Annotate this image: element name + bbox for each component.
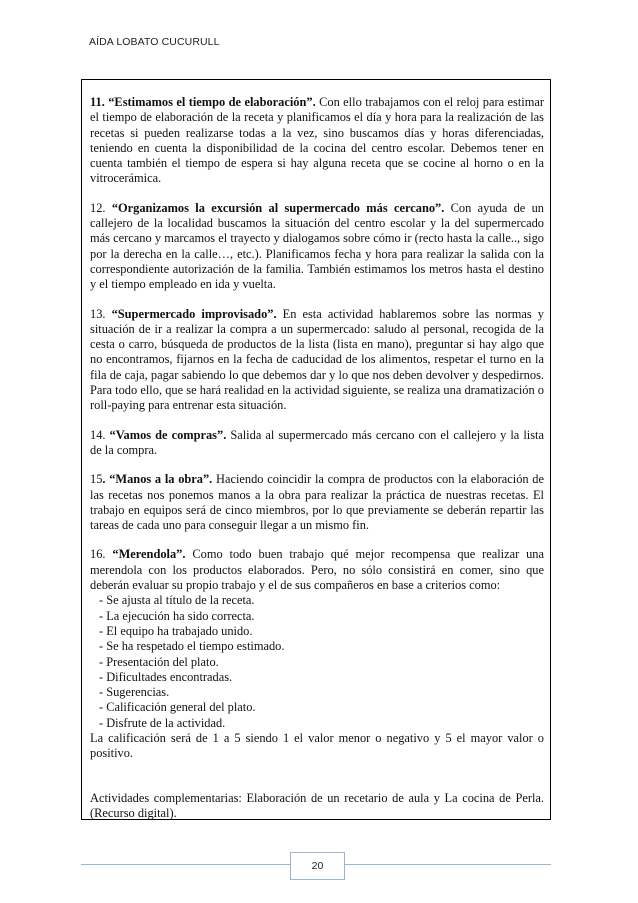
activity-11 — [90, 95, 544, 187]
activity-description: Haciendo coincidir la compra de productos con la elaboración de las recetas nos ponemos manos a la obra para realizar la práctica de nuestras recetas. El trabajo en equipos será de cinco miembros, por lo que previamente se deberán repartir las tareas de cada uno para conseguir llegar a un mismo fin. — [90, 472, 544, 533]
activity-number: 12. — [90, 200, 106, 215]
criteria-item: - Se ha respetado el tiempo estimado. — [99, 639, 285, 654]
complementary-activities: Actividades complementarias: Elaboración de un recetario de aula y La cocina de Perla. (Recurso digital). — [90, 790, 544, 820]
activity-16 — [90, 547, 544, 593]
activity-description: Con ello trabajamos con el reloj para estimar el tiempo de elaboración de la receta y planificamos el día y hora para la realización de las recetas si pueden realizarse todas a la vez, sino buscamos días y horas diferenciadas, teniendo en cuenta la disponibilidad de la cocina del centro escolar. Debemos tener en cuenta también el tiempo de espera si hay alguna receta que se cocine al horno o en la vitrocerámica. — [90, 95, 544, 186]
criteria-item: - Se ajusta al título de la receta. — [99, 593, 255, 608]
activity-title: . “Manos a la obra”. — [102, 472, 213, 487]
criteria-item: - La ejecución ha sido correcta. — [99, 608, 255, 623]
criteria-item: - El equipo ha trabajado unido. — [99, 623, 253, 638]
activity-number: 14. — [90, 427, 106, 442]
activity-description: Salida al supermercado más cercano con el callejero y la lista de la compra. — [90, 427, 544, 457]
page-number: 20 — [290, 852, 345, 880]
criteria-item: - Disfrute de la actividad. — [99, 715, 226, 730]
activity-number: 13. — [90, 306, 106, 321]
activity-number: 15 — [90, 472, 103, 487]
activity-12 — [90, 201, 544, 293]
activity-description: Con ayuda de un callejero de la localidad buscamos la situación del centro escolar y la del supermercado más cercano y marcamos el trayecto y dialogamos sobre cómo ir (recto hasta la calle.., sigo por la derecha en la calle…, etc.). Planificamos fecha y hora para realizar la salida con la correspondiente autorización de la familia. También estimamos los metros hasta el destino y el tiempo empleado en ida y vuelta. — [90, 200, 544, 292]
criteria-item: - Dificultades encontradas. — [99, 669, 233, 684]
grading-note: La calificación será de 1 a 5 siendo 1 el valor menor o negativo y 5 el mayor valor o positivo. — [90, 730, 544, 761]
activity-title: “Organizamos la excursión al supermercado más cercano”. — [105, 200, 445, 215]
document-header-author: AÍDA LOBATO CUCURULL — [89, 36, 220, 48]
activity-14 — [90, 428, 544, 459]
criteria-item: - Presentación del plato. — [99, 654, 219, 669]
criteria-item: - Calificación general del plato. — [99, 700, 256, 715]
activities-box — [81, 79, 551, 820]
activity-title: . “Estimamos el tiempo de elaboración”. — [101, 95, 316, 109]
activity-number: 16. — [90, 547, 106, 562]
activity-number: 11 — [90, 95, 102, 109]
evaluation-criteria-list — [90, 593, 544, 731]
activity-13 — [90, 307, 544, 414]
activity-title: “Vamos de compras”. — [105, 427, 227, 442]
activity-description: Como todo buen trabajo qué mejor recompensa que realizar una merendola con los productos elaborados. Pero, no sólo consistirá en comer, sino que deberán evaluar su propio trabajo y el de sus compañeros en base a criterios como: — [90, 547, 545, 593]
criteria-item: - Sugerencias. — [99, 685, 170, 700]
activity-description: En esta actividad hablaremos sobre las normas y situación de ir a realizar la compra a un supermercado: saludo al personal, recogida de la cesta o carro, búsqueda de productos de la lista (lista en mano), preguntar si hay algo que no encontramos, fijarnos en la fecha de caducidad de los alimentos, respetar el turno en la fila de caja, pagar sabiendo lo que debemos dar y lo que nos deben devolver y despedirnos. Para todo ello, que se hará realidad en la actividad siguiente, se realiza una dramatización o roll-paying para entrenar esta situación. — [90, 306, 544, 413]
activity-15 — [90, 472, 544, 533]
activity-title: “Supermercado improvisado”. — [105, 306, 277, 321]
activity-title: “Merendola”. — [105, 547, 186, 562]
